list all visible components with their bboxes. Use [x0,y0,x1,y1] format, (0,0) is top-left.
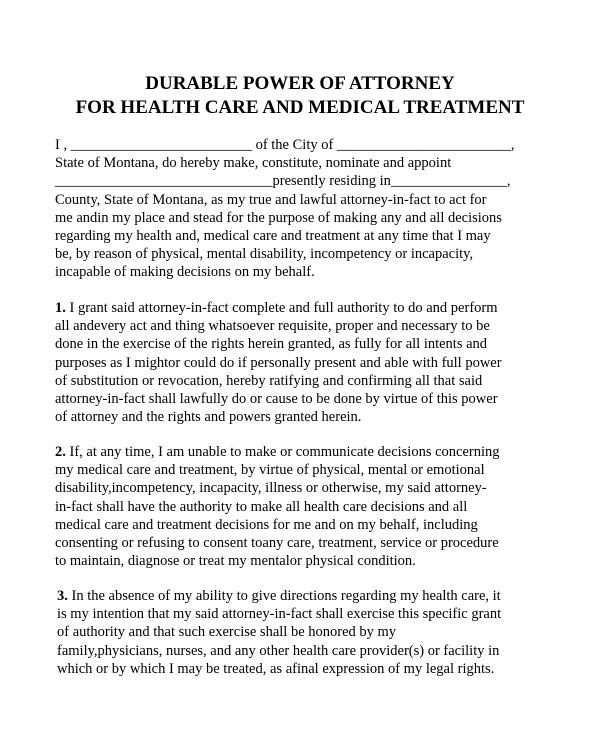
intro-line: regarding my health and, medical care and treatment at any time that I may [55,227,491,244]
section-1-number: 1. [55,300,66,316]
section-3-line: which or by which I may be treated, as afinal expression of my legal rights. [57,660,495,677]
section-2-line: medical care and treatment decisions for me and on my behalf, including [55,516,478,533]
section-1-line: all andevery act and thing whatsoever requisite, proper and necessary to be [55,318,490,335]
intro-line: me andin my place and stead for the purpose of making any and all decisions [55,209,502,226]
section-2-line: my medical care and treatment, by virtue of physical, mental or emotional [55,462,485,479]
section-1-line: done in the exercise of the rights herein granted, as fully for all intents and [55,336,488,353]
section-3-number: 3. [57,588,68,604]
section-2-first-text: If, at any time, I am unable to make or communicate decisions concerning [65,444,500,460]
intro-paragraph [55,136,600,282]
section-2-number: 2. [55,444,66,460]
section-2-paragraph [55,443,600,570]
intro-line: incapable of making decisions on my behalf. [55,264,315,281]
section-1-first-line [55,299,600,317]
section-3-line: family,physicians, nurses, and any other health care provider(s) or facility in [57,642,500,659]
section-2-line: consenting or refusing to consent toany care, treatment, service or procedure [55,534,499,551]
document-title-line-2: FOR HEALTH CARE AND MEDICAL TREATMENT [75,97,525,118]
section-1-line: of substitution or revocation, hereby ratifying and confirming all that said [55,372,483,389]
section-2-line: to maintain, diagnose or treat my mentalor physical condition. [55,553,416,570]
section-3-first-line [57,587,600,605]
section-2-first-line [55,443,600,461]
section-3-line: is my intention that my said attorney-in-fact shall exercise this specific grant [57,606,502,623]
intro-line: ______________________________presently residing in________________, [55,173,511,190]
section-1-paragraph [55,299,600,426]
section-1-line: attorney-in-fact shall lawfully do or cause to be done by virtue of this power [55,390,498,407]
section-2-line: in-fact shall have the authority to make all health care decisions and all [55,498,468,515]
document-title-line-1: DURABLE POWER OF ATTORNEY [145,73,455,94]
section-3-line: of authority and that such exercise shall be honored by my [57,624,397,641]
intro-line: I , _________________________ of the City of ________________________, [55,137,515,153]
section-2-line: disability,incompetency, incapacity, illness or otherwise, my said attorney- [55,480,487,497]
intro-line: be, by reason of physical, mental disability, incompetency or incapacity, [55,246,474,263]
intro-line: State of Montana, do hereby make, constitute, nominate and appoint [55,155,452,172]
section-3-paragraph [57,587,600,678]
section-1-line: of attorney and the rights and powers granted herein. [55,409,362,426]
section-1-first-text: I grant said attorney-in-fact complete and full authority to do and perform [65,300,498,316]
intro-line: County, State of Montana, as my true and lawful attorney-in-fact to act for [55,191,487,208]
section-1-line: purposes as I mightor could do if personally present and able with full power [55,354,502,371]
section-3-first-text: In the absence of my ability to give directions regarding my health care, it [67,588,501,604]
